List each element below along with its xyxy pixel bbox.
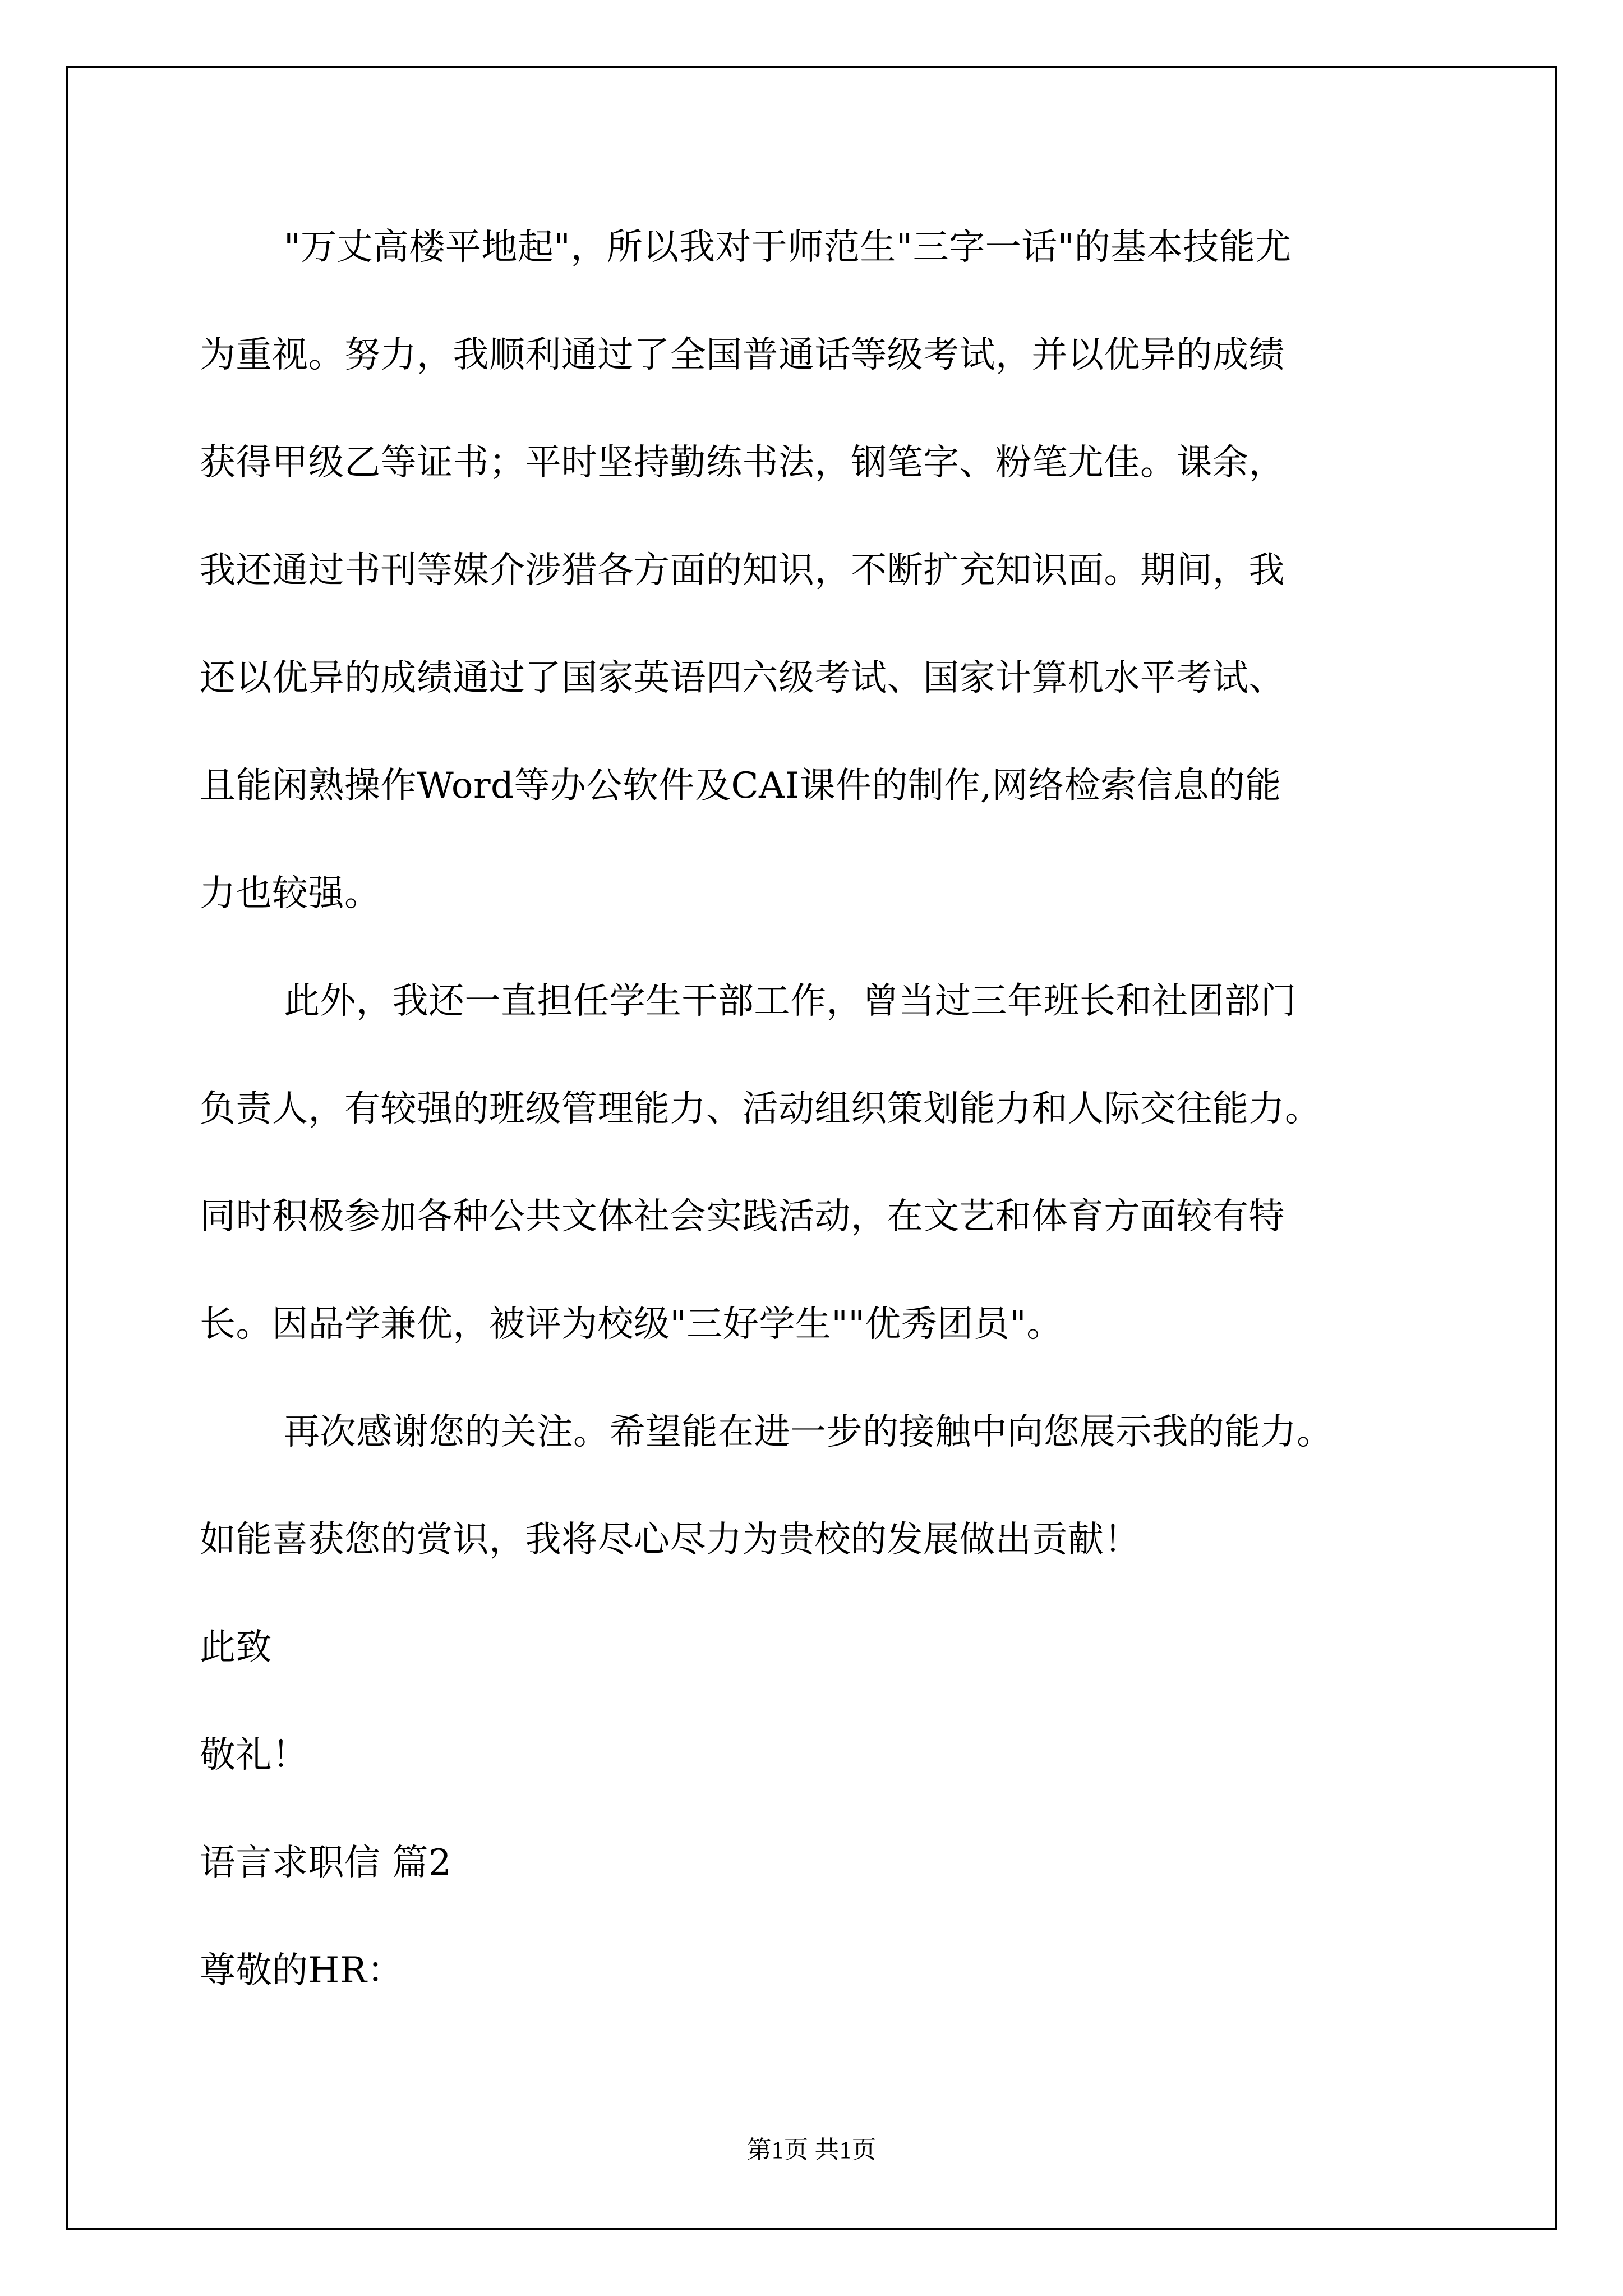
text-line: 获得甲级乙等证书；平时坚持勤练书法，钢笔字、粉笔尤佳。课余， (200, 442, 1285, 484)
text-line: 还以优异的成绩通过了国家英语四六级考试、国家计算机水平考试、 (200, 657, 1285, 699)
text-line: 再次感谢您的关注。希望能在进一步的接触中向您展示我的能力。 (284, 1411, 1333, 1453)
document-body (200, 220, 1428, 2051)
greeting-line: 尊敬的HR： (200, 1950, 403, 1991)
text-line: 长。因品学兼优，被评为校级"三好学生""优秀团员"。 (200, 1304, 1063, 1345)
text-line: "万丈高楼平地起"，所以我对于师范生"三字一话"的基本技能尤 (284, 227, 1292, 268)
text-line: 力也较强。 (200, 873, 381, 914)
text-line: 同时积极参加各种公共文体社会实践活动，在文艺和体育方面较有特 (200, 1196, 1285, 1237)
closing-line: 此致 (200, 1627, 272, 1668)
text-line: 我还通过书刊等媒介涉猎各方面的知识，不断扩充知识面。期间，我 (200, 550, 1285, 591)
text-line: 且能闲熟操作Word等办公软件及CAI课件的制作,网络检索信息的能 (200, 765, 1281, 807)
section-heading: 语言求职信 篇2 (200, 1842, 452, 1884)
closing-salutation: 敬礼！ (200, 1734, 308, 1776)
page-number: 第1页 共1页 (746, 2136, 877, 2164)
text-line: 此外，我还一直担任学生干部工作，曾当过三年班长和社团部门 (284, 981, 1297, 1022)
text-line: 为重视。努力，我顺利通过了全国普通话等级考试，并以优异的成绩 (200, 334, 1285, 376)
text-line: 如能喜获您的赏识，我将尽心尽力为贵校的发展做出贡献！ (200, 1519, 1140, 1561)
text-line: 负责人，有较强的班级管理能力、活动组织策划能力和人际交往能力。 (200, 1088, 1321, 1130)
